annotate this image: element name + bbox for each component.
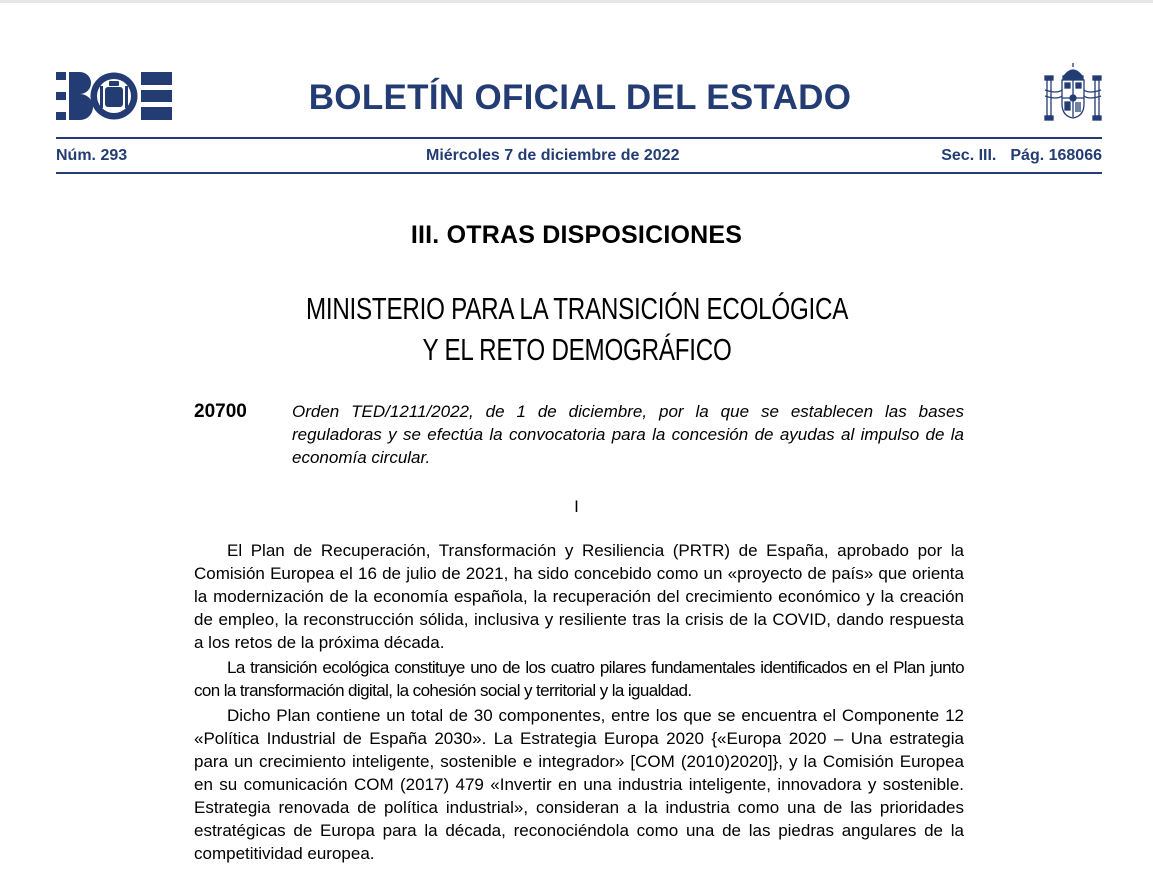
body-paragraph: El Plan de Recuperación, Transformación y Resiliencia (PRTR) de España, aprobado por la Comisión Europea el 16 de julio de 2021, ha sido concebido como un «proyecto de país» que orienta la modernización de la economía española, la recuperación del crecimiento económico y la creación de empleo, la reconstrucción sólida, inclusiva y resiliente tras la crisis de la COVID, dando respuesta a los retos de la próxima década. [194,541,964,652]
ministry-heading [127,288,1026,370]
issue-date: Miércoles 7 de diciembre de 2022 [426,147,680,164]
section-page-info [941,147,1102,165]
section-heading: III. OTRAS DISPOSICIONES [410,221,743,249]
header-rule-top [56,137,1102,139]
body-paragraph: La transición ecológica constituye uno de los cuatro pilares fundamentales identificados en el Plan junto con la transformación digital, la cohesión social y territorial y la igualdad. [194,658,964,700]
part-numeral: I [574,497,579,516]
page-number: Pág. 168066 [1010,147,1102,164]
document-number: 20700 [194,401,247,422]
header-rule-bottom [56,172,1102,174]
ministry-line: Y EL RETO DEMOGRÁFICO [422,332,732,367]
ministry-line: MINISTERIO PARA LA TRANSICIÓN ECOLÓGICA [305,291,849,326]
issue-number: Núm. 293 [56,147,128,164]
document-title: Orden TED/1211/2022, de 1 de diciembre, por la que se establecen las bases reguladoras y se efectúa la convocatoria para la concesión de ayudas al impulso de la economía circular. [292,402,964,467]
section-label: Sec. III. [941,147,997,164]
document-body [194,539,964,867]
coat-of-arms-icon [1043,62,1103,124]
gazette-title: BOLETÍN OFICIAL DEL ESTADO [308,78,852,117]
boe-logo-icon [56,72,172,120]
body-paragraph: Dicho Plan contiene un total de 30 componentes, entre los que se encuentra el Componente 12 «Política Industrial de España 2030». La Estrategia Europa 2020 {«Europa 2020 – Una estrategia para un crecimiento inteligente, sostenible e integrador» [COM (2010)2020]}, y la Comisión Europea en su comunicación COM (2017) 479 «Invertir en una industria inteligente, innovadora y sostenible. Estrategia renovada de política industrial», consideran a la industria como una de las prioridades estratégicas de Europa para la década, reconociéndola como una de las piedras angulares de la competitividad europea. [194,706,964,863]
